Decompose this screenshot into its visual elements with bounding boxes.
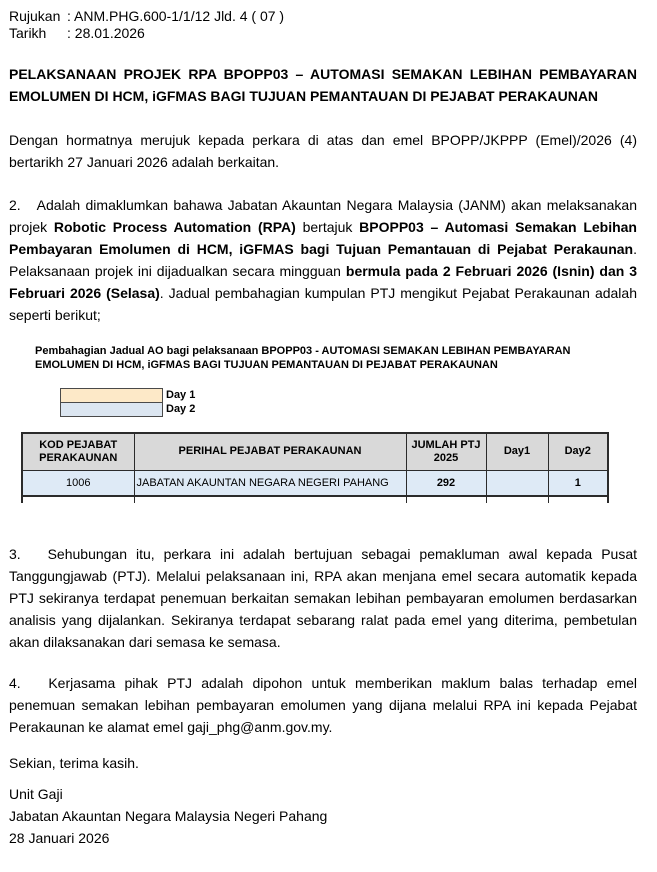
paragraph-2: 2. Adalah dimaklumkan bahawa Jabatan Akauntan Negara Malaysia (JANM) akan melaksanakan projek Robotic Process Automation (RPA) bertajuk BPOPP03 – Automasi Semakan Lebihan Pembayaran Emolumen di HCM, iGFMAS bagi Tujuan Pemantauan di Pejabat Perakaunan. Pelaksanaan projek ini dijadualkan secara mingguan bermula pada 2 Februari 2026 (Isnin) dan 3 Februari 2026 (Selasa). Jadual pembahagian kumpulan PTJ mengikut Pejabat Perakaunan adalah seperti berikut; — [9, 197, 637, 323]
ptj-schedule-table — [21, 432, 609, 503]
reference-label: Rujukan — [9, 8, 61, 24]
document-title: PELAKSANAAN PROJEK RPA BPOPP03 – AUTOMASI SEMAKAN LEBIHAN PEMBAYARAN EMOLUMEN DI HCM, iGFMAS BAGI TUJUAN PEMANTAUAN DI PEJABAT PERAKAUNAN — [9, 66, 637, 104]
reference-line — [9, 8, 637, 25]
signature-block — [9, 783, 637, 849]
header-perihal: PERIHAL PEJABAT PERAKAUNAN — [134, 433, 406, 470]
header-day1: Day1 — [486, 433, 548, 470]
legend-row-day1 — [60, 388, 637, 403]
legend-row-day2 — [60, 402, 637, 417]
day2-color-swatch — [60, 402, 163, 417]
table-row — [22, 470, 608, 496]
cell-kod-pejabat: 1006 — [22, 470, 134, 496]
day-legend — [60, 388, 637, 417]
reference-block — [9, 8, 637, 42]
signature-unit: Unit Gaji — [9, 786, 63, 802]
table-cropped-row — [22, 496, 608, 503]
closing-line: Sekian, terima kasih. — [9, 755, 139, 771]
paragraph-3: 3. Sehubungan itu, perkara ini adalah bertujuan sebagai pemakluman awal kepada Pusat Tanggungjawab (PTJ). Melalui pelaksanaan ini, RPA akan menjana emel secara automatik kepada PTJ sekiranya terdapat penemuan berkaitan semakan lebihan pembayaran emolumen berdasarkan analisis yang dijalankan. Sekiranya terdapat sebarang ralat pada emel yang diterima, pembetulan akan dilaksanakan dari semasa ke semasa. — [9, 546, 637, 650]
date-value: : 28.01.2026 — [67, 25, 145, 41]
day1-label: Day 1 — [166, 389, 196, 401]
table-header-row — [22, 433, 608, 470]
signature-date: 28 Januari 2026 — [9, 830, 110, 846]
paragraph-4: 4. Kerjasama pihak PTJ adalah dipohon untuk memberikan maklum balas terhadap emel penemuan semakan lebihan pembayaran emolumen yang dijana melalui RPA ini kepada Pejabat Perakaunan ke alamat emel gaji_phg@anm.gov.my. — [9, 675, 637, 735]
attachment-caption: Pembahagian Jadual AO bagi pelaksanaan BPOPP03 - AUTOMASI SEMAKAN LEBIHAN PEMBAYARAN EMOLUMEN DI HCM, iGFMAS BAGI TUJUAN PEMANTAUAN DI PEJABAT PERAKAUNAN — [35, 345, 571, 371]
header-day2: Day2 — [548, 433, 608, 470]
cell-jumlah-ptj: 292 — [406, 470, 486, 496]
schedule-attachment — [9, 345, 637, 503]
header-kod-pejabat: KOD PEJABAT PERAKAUNAN — [22, 433, 134, 470]
reference-value: : ANM.PHG.600-1/1/12 Jld. 4 ( 07 ) — [67, 8, 285, 24]
paragraph-intro: Dengan hormatnya merujuk kepada perkara di atas dan emel BPOPP/JKPPP (Emel)/2026 (4) bertarikh 27 Januari 2026 adalah berkaitan. — [9, 132, 637, 170]
day2-label: Day 2 — [166, 403, 196, 415]
day1-color-swatch — [60, 388, 163, 403]
cell-day2: 1 — [548, 470, 608, 496]
cell-perihal: JABATAN AKAUNTAN NEGARA NEGERI PAHANG — [134, 470, 406, 496]
date-line — [9, 25, 637, 42]
cell-day1 — [486, 470, 548, 496]
signature-department: Jabatan Akauntan Negara Malaysia Negeri Pahang — [9, 808, 328, 824]
header-jumlah-ptj: JUMLAH PTJ 2025 — [406, 433, 486, 470]
date-label: Tarikh — [9, 25, 47, 41]
